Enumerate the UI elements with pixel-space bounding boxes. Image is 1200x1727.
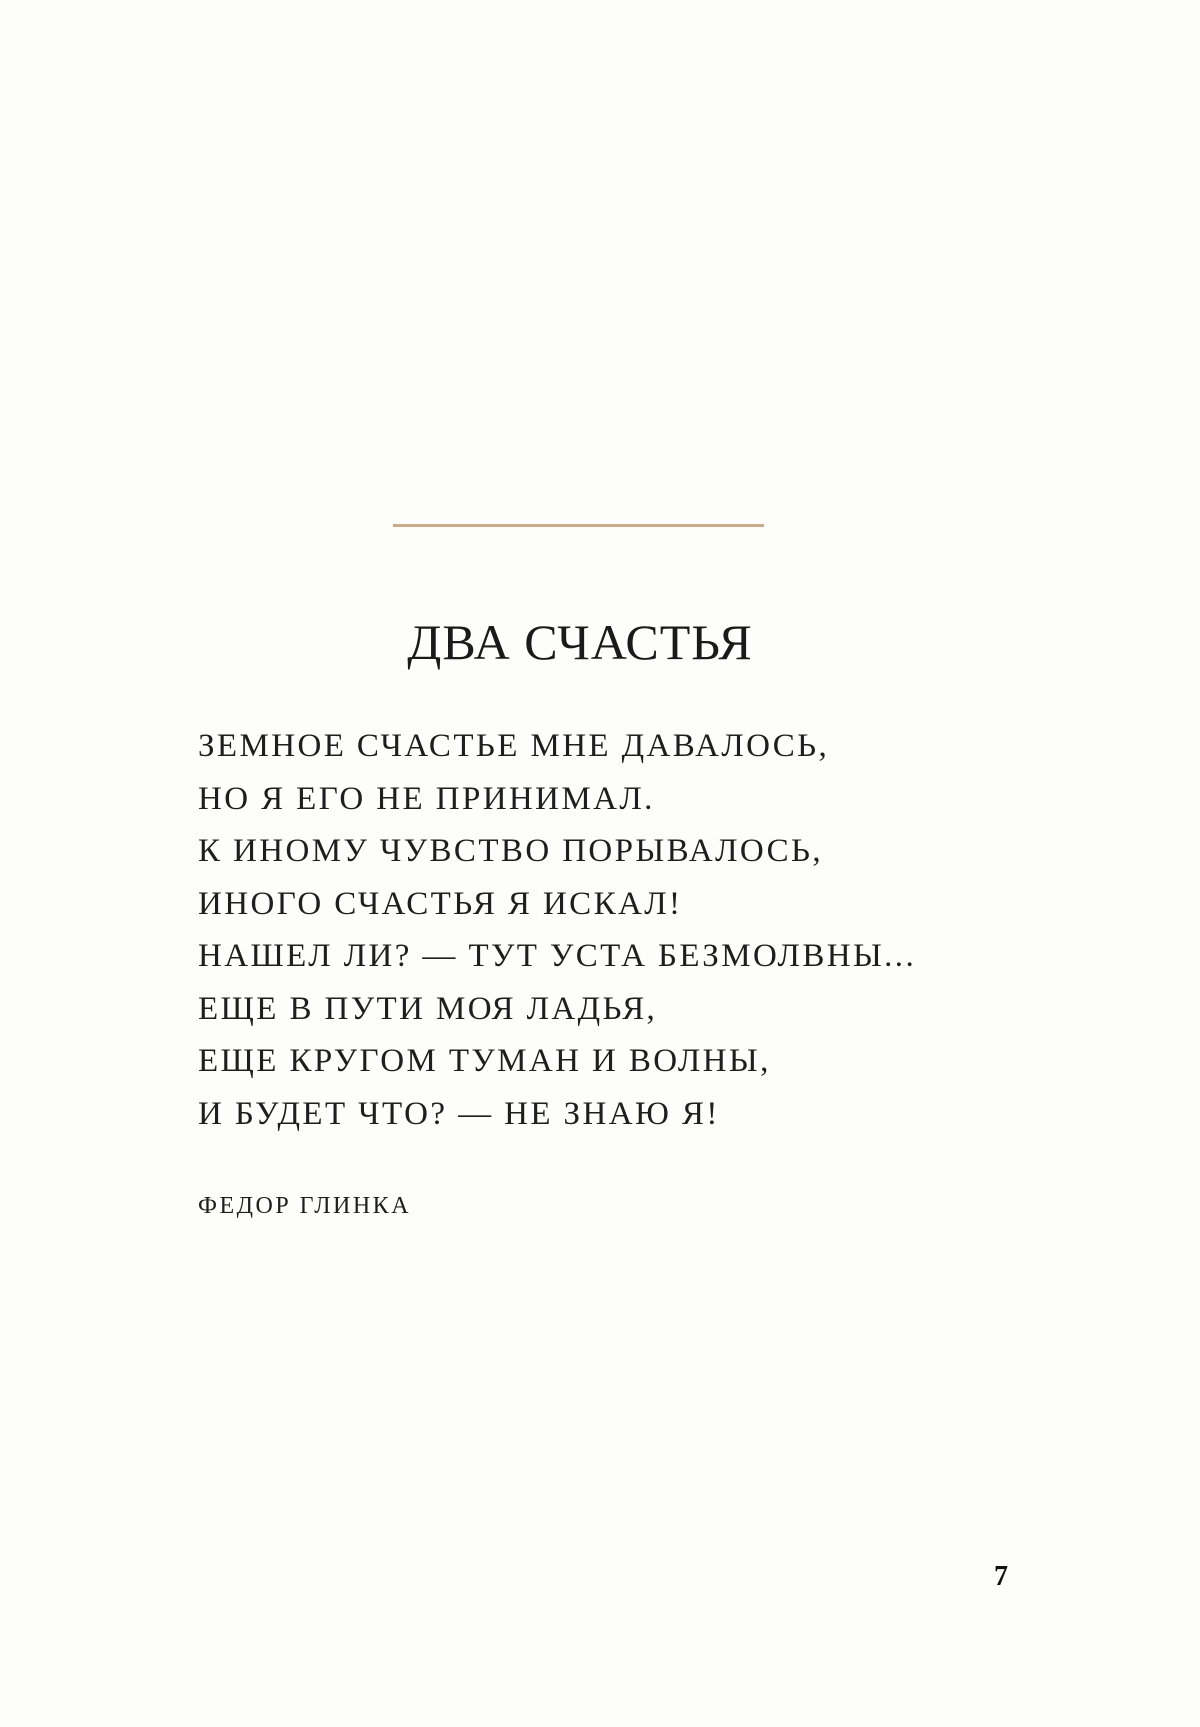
poem-line: ЕЩЕ КРУГОМ ТУМАН И ВОЛНЫ, — [198, 1043, 771, 1079]
poem-line: ЕЩЕ В ПУТИ МОЯ ЛАДЬЯ, — [198, 990, 658, 1027]
poem-line: НАШЕЛ ЛИ? — ТУТ УСТА БЕЗМОЛВНЫ... — [198, 938, 917, 974]
poem-line: ИНОГО СЧАСТЬЯ Я ИСКАЛ! — [198, 885, 683, 922]
poem-author: ФЕДОР ГЛИНКА — [198, 1193, 412, 1219]
poem-line: И БУДЕТ ЧТО? — НЕ ЗНАЮ Я! — [198, 1095, 720, 1132]
poem-line: ЗЕМНОЕ СЧАСТЬЕ МНЕ ДАВАЛОСЬ, — [198, 728, 830, 764]
poem-title: ДВА СЧАСТЬЯ — [407, 614, 753, 670]
poem-body — [198, 720, 916, 1140]
poem-line: К ИНОМУ ЧУВСТВО ПОРЫВАЛОСЬ, — [198, 833, 823, 869]
poem-line: НО Я ЕГО НЕ ПРИНИМАЛ. — [198, 780, 655, 817]
title-divider — [393, 524, 764, 527]
page-number: 7 — [994, 1561, 1008, 1592]
